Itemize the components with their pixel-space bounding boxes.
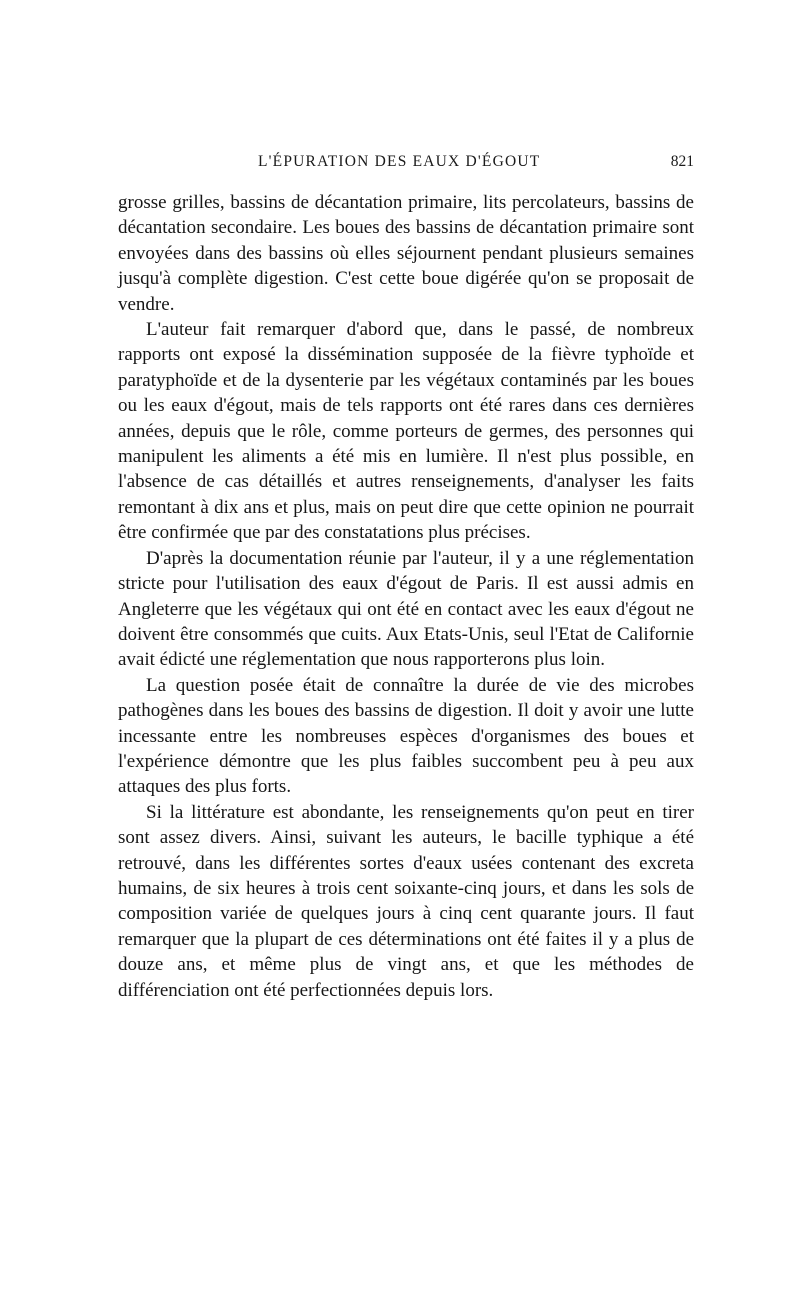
paragraph-continued: grosse grilles, bassins de décantation primaire, lits percolateurs, bassins de décantation secondaire. Les boues des bassins de décantation primaire sont envoyées dans des bassins où elles séjournent pendant plusieurs semaines jusqu'à complète digestion. C'est cette boue digérée qu'on se proposait de vendre. xyxy=(118,192,694,315)
body-text xyxy=(118,190,694,1003)
paragraph: L'auteur fait remarquer d'abord que, dans le passé, de nombreux rapports ont exposé la dissémination supposée de la fièvre typhoïde et paratyphoïde et de la dysenterie par les végétaux contaminés par les boues ou les eaux d'égout, mais de tels rapports ont été rares dans ces dernières années, depuis que le rôle, comme porteurs de germes, des personnes qui manipulent les aliments a été mis en lumière. Il n'est plus possible, en l'absence de cas détaillés et autres renseignements, d'analyser les faits remontant à dix ans et plus, mais on peut dire que cette opinion ne pourrait être confirmée que par des constatations plus précises. xyxy=(118,319,694,544)
paragraph: La question posée était de connaître la durée de vie des microbes pathogènes dans les boues des bassins de digestion. Il doit y avoir une lutte incessante entre les nombreuses espèces d'organismes des boues et l'expérience démontre que les plus faibles succombent peu à peu aux attaques des plus forts. xyxy=(118,674,694,798)
paragraph: Si la littérature est abondante, les renseignements qu'on peut en tirer sont assez divers. Ainsi, suivant les auteurs, le bacille typhique a été retrouvé, dans les différentes sortes d'eaux usées contenant des excreta humains, de six heures à trois cent soixante-cinq jours, et dans les sols de composition variée de quelques jours à cinq cent quarante jours. Il faut remarquer que la plupart de ces déterminations ont été faites il y a plus de douze ans, et même plus de vingt ans, et que les méthodes de différenciation ont été perfectionnées depuis lors. xyxy=(118,801,694,1001)
page-number: 821 xyxy=(670,153,694,170)
paragraph: D'après la documentation réunie par l'auteur, il y a une réglementation stricte pour l'utilisation des eaux d'égout de Paris. Il est aussi admis en Angleterre que les végétaux qui ont été en contact avec les eaux d'égout ne doivent être consommés que cuits. Aux Etats-Unis, seul l'Etat de Californie avait édicté une réglementation que nous rapporterons plus loin. xyxy=(118,547,694,671)
running-title: L'ÉPURATION DES EAUX D'ÉGOUT xyxy=(258,153,541,170)
